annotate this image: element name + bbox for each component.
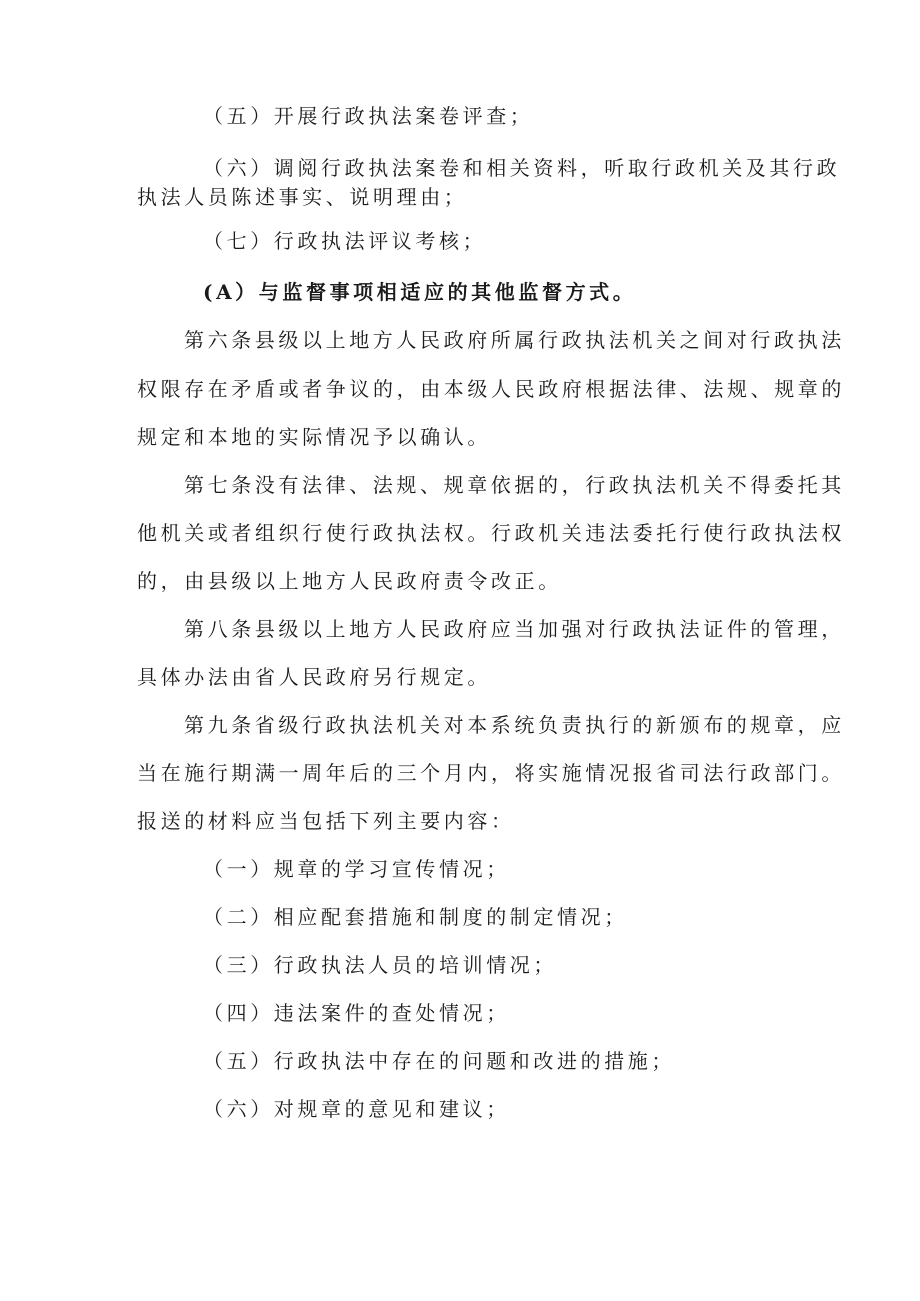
list-item-6-opinions: （六）对规章的意见和建议； [203,1097,510,1121]
article-6-line-3: 规定和本地的实际情况予以确认。 [137,425,491,449]
article-7-line-3: 的，由县级以上地方人民政府责令改正。 [137,569,562,593]
article-9-line-1: 第九条省级行政执法机关对本系统负责执行的新颁布的规章，应 [184,713,845,737]
article-8-line-1: 第八条县级以上地方人民政府应当加强对行政执法证件的管理， [184,617,845,641]
list-item-4-case-handling: （四）违法案件的查处情况； [203,1001,510,1025]
article-7-line-2: 他机关或者组织行使行政执法权。行政机关违法委托行使行政执法权 [137,521,845,545]
article-6-line-2: 权限存在矛盾或者争议的，由本级人民政府根据法律、法规、规章的 [137,377,845,401]
article-9-line-3: 报送的材料应当包括下列主要内容： [137,809,515,833]
list-item-6-consult-files-line-2: 执法人员陈述事实、说明理由； [137,185,468,209]
list-item-5-problems: （五）行政执法中存在的问题和改进的措施； [203,1049,675,1073]
list-item-8-other-methods: (A）与监督事项相适应的其他监督方式。 [203,280,637,304]
article-8-line-2: 具体办法由省人民政府另行规定。 [137,665,491,689]
list-item-3-training: （三）行政执法人员的培训情况； [203,953,557,977]
article-9-line-2: 当在施行期满一周年后的三个月内，将实施情况报省司法行政部门。 [137,761,845,785]
list-item-6-consult-files-line-1: （六）调阅行政执法案卷和相关资料，听取行政机关及其行政 [203,156,841,180]
article-6-line-1: 第六条县级以上地方人民政府所属行政执法机关之间对行政执法 [184,328,845,352]
article-7-line-1: 第七条没有法律、法规、规章依据的，行政执法机关不得委托其 [184,473,845,497]
list-item-1-publicity: （一）规章的学习宣传情况； [203,857,510,881]
list-item-5-case-review: （五）开展行政执法案卷评查； [203,104,534,128]
list-item-2-supporting-measures: （二）相应配套措施和制度的制定情况； [203,905,628,929]
list-item-7-evaluation: （七）行政执法评议考核； [203,229,487,253]
